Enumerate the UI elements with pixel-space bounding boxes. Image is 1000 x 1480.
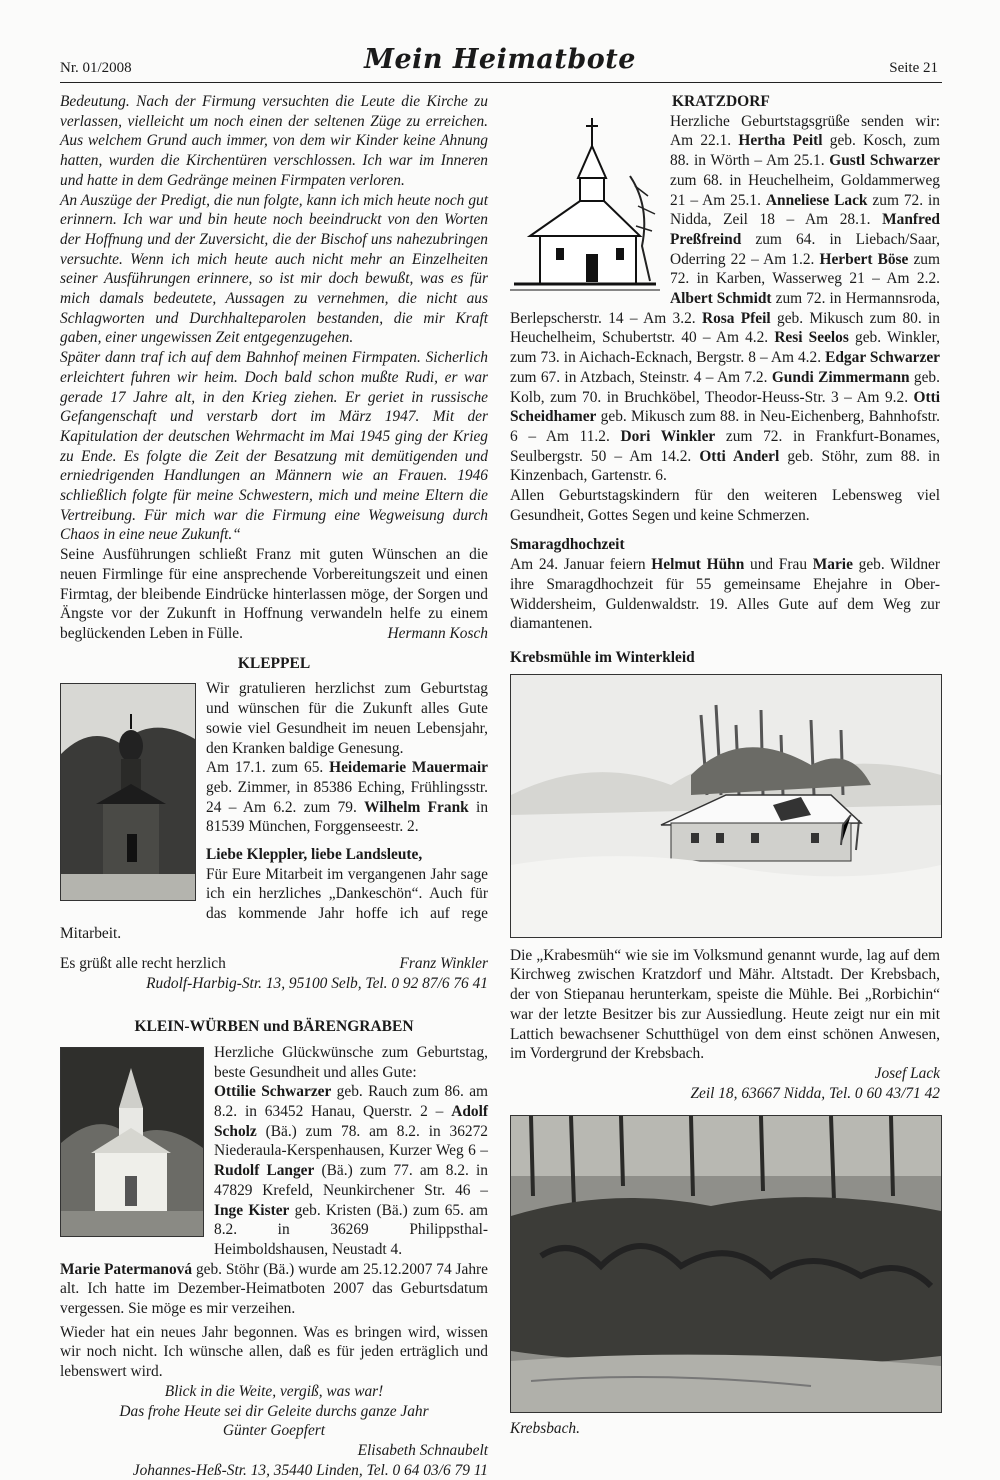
kleppel-intro: Wir gratulieren herzlichst zum Geburtstag und wünschen für die Zukunft alles Gute sowie viel Gesundheit im neuen Lebensjahr, den Kranken baldige Genesung. bbox=[206, 680, 488, 757]
birthday-text: zum 64. in Liebach/Saar, Oderring 22 – Am 1.2. bbox=[670, 230, 940, 268]
klein-new-year: Wieder hat ein neues Jahr begonnen. Was es bringen wird, wissen wir noch nicht. Ich wünsche allen, daß es für jeden erträglich und lebenswert wird. bbox=[60, 1323, 488, 1381]
right-column bbox=[510, 92, 940, 1439]
issue-number: Nr. 01/2008 bbox=[60, 60, 132, 76]
birthday-name: Hertha Peitl bbox=[738, 132, 823, 150]
kratzdorf-heading: KRATZDORF bbox=[672, 93, 770, 110]
birthday-text: zum 72. in Nidda, Zeil 18 – Am 28.1. bbox=[670, 191, 941, 229]
birthday-text: geb. Mikusch zum 80. in Heuchelheim, Schubertstr. 40 – Am 4.2. bbox=[510, 309, 940, 347]
page-number: Seite 21 bbox=[889, 60, 938, 76]
birthday-name: Anneliese Lack bbox=[765, 191, 868, 209]
birthday-name: Gundi Zimmermann bbox=[771, 368, 910, 386]
birthday-name: Manfred Preßfreind bbox=[670, 211, 940, 248]
birthday-name: Resi Seelos bbox=[774, 329, 849, 347]
kleppel-signature: Es grüßt alle recht herzlich Franz Winkler bbox=[60, 954, 488, 972]
masthead-title: Mein Heimatbote bbox=[364, 44, 636, 75]
smaragd-subhead: Smaragdhochzeit bbox=[510, 536, 625, 554]
birthday-text: geb. Stöhr, zum 88. in Kinzenbach, Gartenstr. 6. bbox=[510, 447, 940, 485]
krebsmuehle-caption: Die „Krabesmüh“ wie sie im Volksmund genannt wurde, lag auf dem Kirchweg zwischen Kratzdorf und Mähr. Altstadt. Der Krebsbach, der von Stiepanau herunterkam, speiste die Mühle. Bei „Rorbichin“ war der letzte Besitzer bis zur Aussiedlung. Heute zeigt nur ein mit Lattich bewachsener Schutthügel von dem einst schönen Anwesen, im Vordergrund der Krebsbach. bbox=[510, 946, 940, 1063]
krebsmuehle-address: Zeil 18, 63667 Nidda, Tel. 0 60 43/71 42 bbox=[690, 1084, 940, 1102]
kratzdorf-section bbox=[510, 112, 940, 486]
left-column bbox=[60, 92, 488, 1480]
krebsmuehle-winter-photo bbox=[510, 674, 942, 938]
birthday-text: zum 72. in Karben, Wasserweg 21 – Am 2.2. bbox=[670, 250, 940, 288]
birthday-text: zum 72. in Hermannsroda, Berlepscherstr. 14 – Am 3.2. bbox=[510, 290, 940, 327]
kleppel-address: Rudolf-Harbig-Str. 13, 95100 Selb, Tel. 0 92 87/6 76 41 bbox=[146, 974, 488, 992]
birthday-text: geb. Kosch, zum 88. in Wörth – Am 25.1. bbox=[670, 132, 940, 170]
krebsmuehle-subhead: Krebsmühle im Winterkleid bbox=[510, 648, 695, 666]
kratzdorf-chapel-drawing bbox=[510, 116, 660, 296]
intro-paragraph: An Auszüge der Predigt, die nun folgte, kann ich mich heute noch gut erinnern. Ich war und bin heute noch beeindruckt von den Worten der Hoffnung und der Zuversicht, die der Bischof uns nahezubringen versuchte. Wenn ich mich heute auch nicht mehr an Einzelheiten seiner Ausführungen erinnere, so ist mir doch bewußt, was es für mich damals bedeutete, Aussagen zu vernehmen, die nicht aus Schlagworten und Durchhalteparolen bestanden, die mir Kraft gaben, einer ungewissen Zeit entgegenzugehen. bbox=[60, 191, 488, 347]
intro-paragraph: Später dann traf ich auf dem Bahnhof meinen Firmpaten. Sicherlich erleichtert fuhren wir heim. Doch bald schon mußte Rudi, er war gerade 17 Jahre alt, in den Krieg ziehen. Er geriet in russische Gefangenschaft und verstarb dort im März 1947. Mit der Kapitulation der deutschen Wehrmacht im Mai 1945 ging der Krieg zu Ende. Es folgte die Zeit der Besatzung mit demütigenden und erniedrigenden Handlungen an Männern wie an Frauen. 1946 schließlich folgte für meine Schwestern, mich und meine Eltern die Vertreibung. Für mich war die Firmung eine Wegweisung durch Chaos in eine neue Zukunft.“ bbox=[60, 349, 488, 544]
krebsbach-caption: Krebsbach. bbox=[510, 1420, 580, 1438]
klein-section bbox=[60, 1043, 488, 1260]
birthday-text: zum 72. in Frankfurt-Bonames, Seulbergstr. 50 – Am 14.2. bbox=[510, 427, 940, 465]
smaragd-text: Am 24. Januar feiern Helmut Hühn und Frau Marie geb. Wildner ihre Smaragdhochzeit für 55 gemeinsame Ehejahre in Ober-Widdersheim, Guldenwaldstr. 19. Alles Gute auf dem Weg zur diamantenen. bbox=[510, 556, 940, 633]
kleppel-church-photo bbox=[60, 683, 196, 901]
krebsbach-photo bbox=[510, 1115, 942, 1413]
birthday-text: zum 67. in Atzbach, Steinstr. 4 – Am 7.2. bbox=[510, 368, 772, 386]
klein-signer: Elisabeth Schnaubelt bbox=[357, 1442, 488, 1459]
klein-heading: KLEIN-WÜRBEN und BÄRENGRABEN bbox=[134, 1018, 414, 1036]
kleppel-section bbox=[60, 679, 488, 943]
kleppel-birthdays: Am 17.1. zum 65. Heidemarie Mauermair geb. Zimmer, in 85386 Eching, Frühlingsstr. 24 – Am 6.2. zum 79. Wilhelm Frank in 81539 München, Forggenseestr. 2. bbox=[206, 759, 489, 836]
birthday-name: Albert Schmidt bbox=[670, 290, 772, 308]
birthday-name: Herbert Böse bbox=[819, 250, 909, 268]
krebsmuehle-author: Josef Lack bbox=[874, 1064, 940, 1082]
page-header bbox=[0, 0, 1000, 82]
klein-patermanova: Marie Patermanová geb. Stöhr (Bä.) wurde am 25.12.2007 74 Jahre alt. Ich hatte im Dezember-Heimatboten 2007 das Geburtsdatum vergessen. Sie möge es mir verzeihen. bbox=[60, 1260, 488, 1318]
birthday-name: Edgar Schwarzer bbox=[825, 349, 940, 367]
birthday-text: geb. Mikusch zum 88. in Neu-Eichenberg, Bahnhofstr. 6 – Am 11.2. bbox=[510, 408, 940, 445]
birthday-name: Rosa Pfeil bbox=[701, 309, 771, 327]
kleppel-thanks: Für Eure Mitarbeit im vergangenen Jahr sage ich ein herzliches „Dankeschön“. Auch für das kommende Jahr hoffe ich auf rege Mitarbeit. bbox=[60, 865, 488, 942]
birthday-text: geb. Kolb, zum 70. in Bruchköbel, Theodor-Heuss-Str. 3 – Am 9.2. bbox=[510, 368, 940, 406]
birthday-text: zum 68. in Heuchelheim, Goldammerweg 21 – Am 25.1. bbox=[670, 171, 940, 209]
outro-paragraph: Seine Ausführungen schließt Franz mit guten Wünschen an die neuen Firmlinge für eine ansprechende Vorbereitungszeit und einen Firmtag, der bleibende Eindrücke hinterlassen möge, der Sorgen und Ängste vor der Zukunft in Hoffnung verwandeln helfe zu einem beglückenden Leben in Fülle. Hermann Kosch bbox=[60, 546, 488, 642]
klein-birthdays: Ottilie Schwarzer geb. Rauch zum 86. am 8.2. in 63452 Hanau, Querstr. 2 – Adolf Scholz (Bä.) zum 78. am 8.2. in 36272 Niederaula-Kerspenhausen, Kurzer Weg 6 – Rudolf Langer (Bä.) zum 77. am 8.2. in 47829 Krefeld, Neunkirchener Str. 46 – Inge Kister geb. Kristen (Bä.) zum 65. am 8.2. in 36269 Philippsthal-Heimboldshausen, Neustadt 4. bbox=[214, 1083, 488, 1258]
poem-line-1: Blick in die Weite, vergiß, was war! bbox=[164, 1382, 384, 1400]
birthday-text: geb. Winkler, zum 73. in Aichach-Ecknach, Bergstr. 8 – Am 4.2. bbox=[510, 329, 940, 367]
birthday-name: Otti Scheidhamer bbox=[510, 388, 940, 426]
header-divider bbox=[60, 82, 942, 83]
intro-paragraph: Bedeutung. Nach der Firmung versuchten die Leute die Kirche zu verlassen, vielleicht um noch einen der seltenen Züge zu erreichen. Aus welchem Grund auch immer, von dem wir Kinder keine Ahnung hatten, wurden die Kirchentüren verschlossen. Ich war im Inneren und hatte in dem Gedränge meinen Firmpaten verloren. bbox=[60, 93, 488, 189]
klein-chapel-photo bbox=[60, 1047, 204, 1237]
poem-line-2: Das frohe Heute sei dir Geleite durchs ganze Jahr bbox=[119, 1402, 429, 1420]
birthday-name: Dori Winkler bbox=[620, 427, 716, 445]
klein-address: Johannes-Heß-Str. 13, 35440 Linden, Tel. 0 64 03/6 79 11 bbox=[132, 1461, 488, 1479]
birthday-text: Herzliche Geburtstagsgrüße senden wir: Am 22.1. bbox=[670, 112, 940, 150]
poem-author: Günter Goepfert bbox=[222, 1422, 326, 1440]
kleppel-subhead: Liebe Kleppler, liebe Landsleute, bbox=[206, 846, 423, 864]
kratzdorf-closing: Allen Geburtstagskindern für den weiteren Lebensweg viel Gesundheit, Gottes Segen und keine Schmerzen. bbox=[510, 487, 940, 524]
birthday-name: Otti Anderl bbox=[699, 447, 780, 465]
kleppel-heading: KLEPPEL bbox=[237, 654, 311, 672]
birthday-name: Gustl Schwarzer bbox=[829, 152, 940, 170]
klein-intro: Herzliche Glückwünsche zum Geburtstag, beste Gesundheit und alles Gute: bbox=[214, 1043, 488, 1081]
outro-author: Hermann Kosch bbox=[387, 624, 488, 642]
